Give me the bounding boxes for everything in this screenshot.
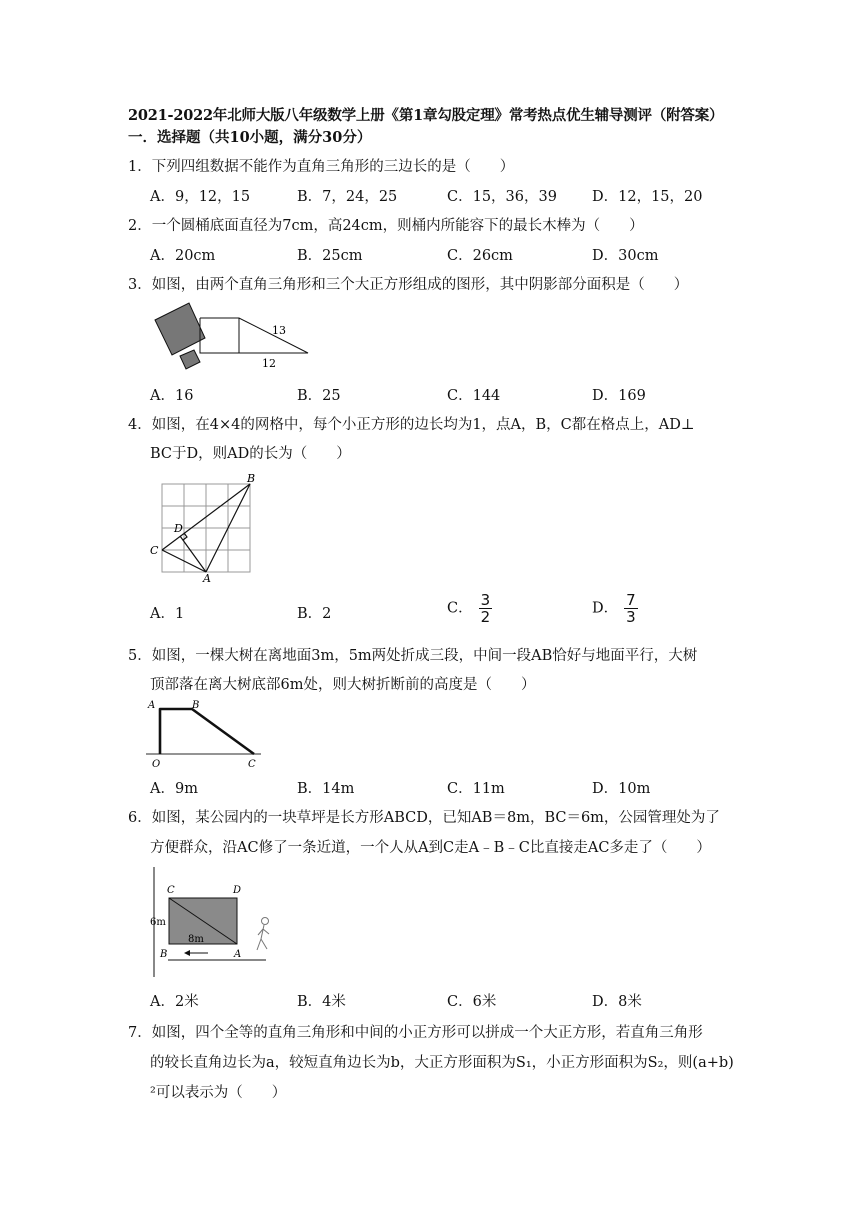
q2-option-d: D．30cm bbox=[592, 248, 659, 264]
q6-label-a: A bbox=[234, 949, 242, 960]
q3-label-12: 12 bbox=[262, 357, 276, 370]
q4-label-d: D bbox=[174, 522, 183, 535]
question-7-stem-line2: 的较长直角边长为a，较短直角边长为b，大正方形面积为S₁，小正方形面积为S₂，则(a+b) bbox=[150, 1055, 734, 1071]
q3-shaded-square-large bbox=[155, 303, 205, 355]
q6-label-b: B bbox=[160, 949, 168, 960]
q2-option-b: B．25cm bbox=[297, 248, 363, 264]
q3-option-a: A．16 bbox=[150, 388, 194, 404]
q4-label-a: A bbox=[203, 572, 211, 585]
q4-option-d-denominator: 3 bbox=[626, 608, 636, 626]
q4-option-c-fraction bbox=[479, 592, 493, 625]
question-5-stem-line1: 5．如图，一棵大树在离地面3m，5m两处折成三段，中间一段AB恰好与地面平行，大树 bbox=[128, 648, 698, 664]
question-4-stem-line2: BC于D，则AD的长为（ ） bbox=[150, 446, 351, 462]
question-7-stem-line3: ²可以表示为（ ） bbox=[150, 1085, 287, 1101]
q3-shaded-square-small bbox=[180, 350, 200, 369]
person-walking-icon bbox=[257, 918, 269, 951]
q5-label-b: B bbox=[192, 700, 200, 711]
q6-option-b: B．4米 bbox=[297, 994, 346, 1010]
question-6-stem-line2: 方便群众，沿AC修了一条近道，一个人从A到C走A﹣B﹣C比直接走AC多走了（ ） bbox=[150, 840, 711, 856]
q6-label-6m: 6m bbox=[150, 917, 166, 928]
q4-option-c-label: C． bbox=[447, 600, 473, 617]
q3-option-b: B．25 bbox=[297, 388, 341, 404]
q6-label-8m: 8m bbox=[188, 934, 204, 945]
q3-figure bbox=[148, 298, 318, 376]
q5-tree-figure bbox=[146, 697, 266, 769]
q1-option-b: B．7，24，25 bbox=[297, 189, 398, 205]
question-6-stem-line1: 6．如图，某公园内的一块草坪是长方形ABCD，已知AB＝8m，BC＝6m，公园管理处为了 bbox=[128, 810, 720, 826]
question-1-stem: 1．下列四组数据不能作为直角三角形的三边长的是（ ） bbox=[128, 159, 515, 175]
q2-option-c: C．26cm bbox=[447, 248, 513, 264]
q4-option-d-numerator: 7 bbox=[626, 591, 636, 609]
q6-option-d: D．8米 bbox=[592, 994, 642, 1010]
q6-label-d: D bbox=[233, 885, 242, 896]
q3-option-c: C．144 bbox=[447, 388, 501, 404]
q5-option-d: D．10m bbox=[592, 781, 651, 797]
q4-label-c: C bbox=[150, 544, 159, 557]
q3-option-d: D．169 bbox=[592, 388, 646, 404]
q4-option-d bbox=[592, 592, 638, 625]
q3-label-13: 13 bbox=[272, 324, 286, 337]
question-5-stem-line2: 顶部落在离大树底部6m处，则大树折断前的高度是（ ） bbox=[150, 677, 536, 693]
q5-option-b: B．14m bbox=[297, 781, 355, 797]
q4-option-d-label: D． bbox=[592, 600, 619, 617]
q1-option-d: D．12，15，20 bbox=[592, 189, 703, 205]
q4-option-c-numerator: 3 bbox=[480, 591, 491, 609]
q3-triangle-square bbox=[200, 318, 308, 353]
question-3-stem: 3．如图，由两个直角三角形和三个大正方形组成的图形，其中阴影部分面积是（ ） bbox=[128, 277, 689, 293]
q4-option-c-denominator: 2 bbox=[480, 608, 491, 626]
document-title: 2021-2022年北师大版八年级数学上册《第1章勾股定理》常考热点优生辅导测评（附答案） bbox=[128, 107, 724, 124]
q4-option-d-fraction bbox=[624, 592, 638, 625]
question-4-stem-line1: 4．如图，在4×4的网格中，每个小正方形的边长均为1，点A，B，C都在格点上，AD⊥ bbox=[128, 417, 695, 433]
q5-label-a: A bbox=[148, 700, 156, 711]
question-2-stem: 2．一个圆桶底面直径为7cm，高24cm，则桶内所能容下的最长木棒为（ ） bbox=[128, 218, 644, 234]
q5-option-a: A．9m bbox=[150, 781, 198, 797]
q5-label-o: O bbox=[152, 759, 161, 769]
q4-label-b: B bbox=[247, 472, 256, 485]
q2-option-a: A．20cm bbox=[150, 248, 216, 264]
q1-option-c: C．15，36，39 bbox=[447, 189, 557, 205]
q6-option-a: A．2米 bbox=[150, 994, 199, 1010]
q6-park-figure bbox=[148, 865, 283, 980]
q6-option-c: C．6米 bbox=[447, 994, 497, 1010]
question-7-stem-line1: 7．如图，四个全等的直角三角形和中间的小正方形可以拼成一个大正方形，若直角三角形 bbox=[128, 1025, 703, 1041]
q1-option-a: A．9，12，15 bbox=[150, 189, 251, 205]
q6-label-c: C bbox=[167, 885, 175, 896]
q5-label-c: C bbox=[248, 759, 256, 769]
q5-tree bbox=[160, 709, 254, 754]
section-heading: 一．选择题（共10小题，满分30分） bbox=[128, 129, 372, 146]
q4-grid-figure bbox=[148, 470, 263, 585]
q5-option-c: C．11m bbox=[447, 781, 505, 797]
q4-option-b: B．2 bbox=[297, 606, 332, 622]
q4-option-a: A．1 bbox=[150, 606, 185, 622]
q4-option-c bbox=[447, 592, 492, 625]
